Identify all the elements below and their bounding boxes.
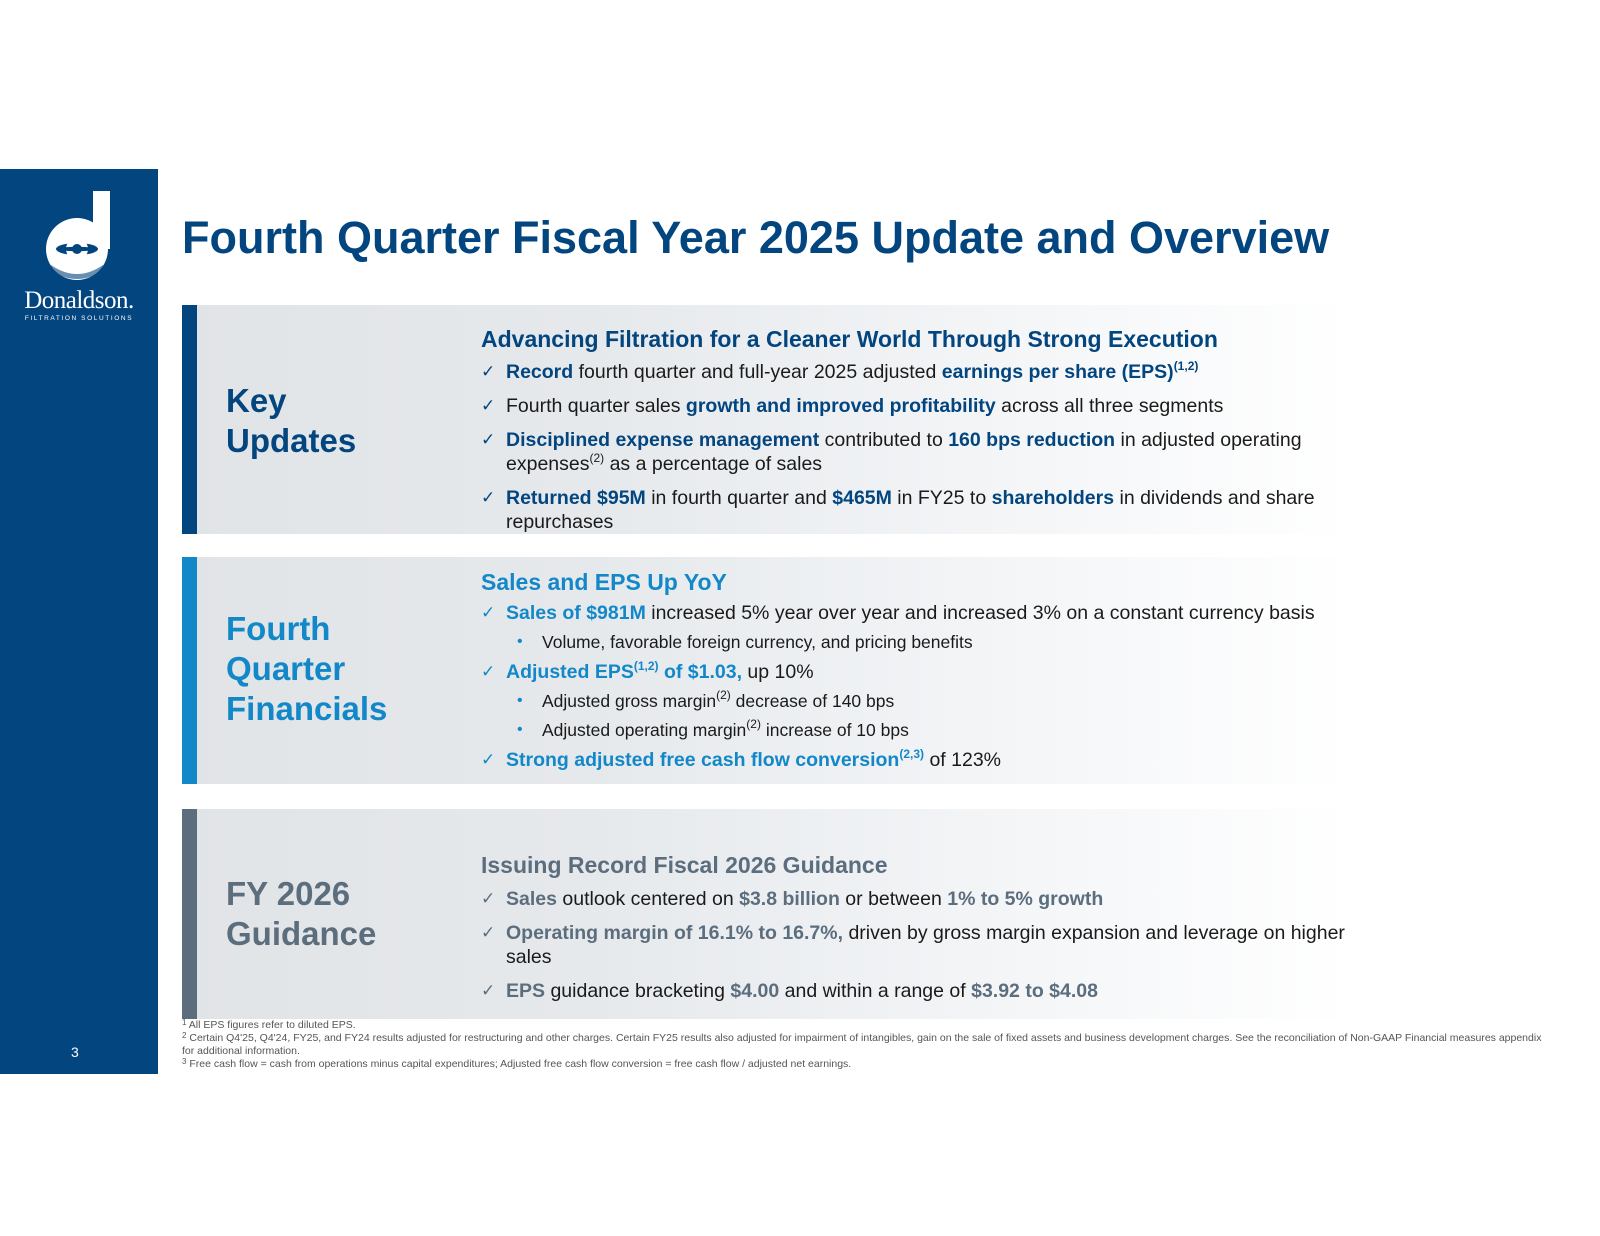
checkmark-icon: ✓ xyxy=(481,430,496,450)
checkmark-icon: ✓ xyxy=(481,603,496,623)
checkmark-icon: ✓ xyxy=(481,662,496,682)
panel-accent-bar xyxy=(182,557,197,784)
guidance-panel xyxy=(182,809,1352,1019)
panel-heading: Advancing Filtration for a Cleaner World Through Strong Execution xyxy=(481,326,1218,352)
checkmark-icon: ✓ xyxy=(481,488,496,508)
footnotes xyxy=(182,1019,1552,1071)
checkmark-icon: ✓ xyxy=(481,923,496,943)
panel-accent-bar xyxy=(182,305,197,534)
page-number: 3 xyxy=(71,1044,79,1060)
bullet-icon: • xyxy=(517,692,523,709)
panel-label: Fourth Quarter Financials xyxy=(226,610,388,727)
panel-heading: Issuing Record Fiscal 2026 Guidance xyxy=(481,852,888,878)
list-item: ✓ Operating margin of 16.1% to 16.7%, driven by gross margin expansion and leverage on higher sales xyxy=(481,922,1345,968)
list-item: ✓ Sales of $981M increased 5% year over year and increased 3% on a constant currency basis xyxy=(481,602,1315,624)
sub-list-item: • Adjusted gross margin$^{(2)}$ decrease of 140 bps xyxy=(517,688,895,711)
bullet-icon: • xyxy=(517,721,523,738)
q4-financials-panel xyxy=(182,557,1352,784)
checkmark-icon: ✓ xyxy=(481,981,496,1001)
list-item: ✓ Record fourth quarter and full-year 2025 adjusted earnings per share (EPS)$^{(1,2)}$ xyxy=(481,359,1199,383)
panel-content xyxy=(481,851,1352,1003)
sub-list-item: • Volume, favorable foreign currency, and pricing benefits xyxy=(517,632,973,652)
panel-content xyxy=(481,568,1352,772)
checkmark-icon: ✓ xyxy=(481,396,496,416)
list-item: ✓ Strong adjusted free cash flow conversion$^{(2,3)}$ of 123% xyxy=(481,747,1002,771)
sub-list-item: • Adjusted operating margin$^{(2)}$ increase of 10 bps xyxy=(517,717,909,740)
list-item: ✓ Sales outlook centered on $3.8 billion or between 1% to 5% growth xyxy=(481,888,1104,910)
list-item: ✓ EPS guidance bracketing $4.00 and within a range of $3.92 to $4.08 xyxy=(481,980,1098,1002)
footnote: $^2$ Certain Q4'25, Q4'24, FY25, and FY24 results adjusted for restructuring and other charges. Certain FY25 results also adjusted for impairment of intangibles, gain on the sale of fixed assets and business development charges. See the reconciliation of Non-GAAP Financial measures appendix for additional information. xyxy=(182,1031,1542,1057)
panel-heading: Sales and EPS Up YoY xyxy=(481,569,727,595)
panel-label: FY 2026 Guidance xyxy=(226,875,377,952)
list-item: ✓ Returned $95M in fourth quarter and $465M in FY25 to shareholders in dividends and share repurchases xyxy=(481,487,1315,533)
checkmark-icon: ✓ xyxy=(481,362,496,382)
checkmark-icon: ✓ xyxy=(481,889,496,909)
list-item: ✓ Adjusted EPS$^{(1,2)}$ of $1.03, up 10% xyxy=(481,659,814,683)
brand-sidebar xyxy=(0,169,158,1074)
logo-tagline: FILTRATION SOLUTIONS xyxy=(24,315,134,322)
donaldson-logo xyxy=(18,191,140,322)
panel-content xyxy=(481,325,1352,534)
key-updates-panel xyxy=(182,305,1352,534)
donaldson-logo-icon xyxy=(39,191,119,283)
checkmark-icon: ✓ xyxy=(481,750,496,770)
panel-accent-bar xyxy=(182,809,197,1019)
footnote: $^3$ Free cash flow = cash from operations minus capital expenditures; Adjusted free cash flow conversion = free cash flow / adjusted net earnings. xyxy=(182,1057,852,1070)
logo-wordmark: Donaldson. xyxy=(24,287,134,314)
footnote: $^1$ All EPS figures refer to diluted EPS. xyxy=(182,1018,356,1031)
list-item: ✓ Fourth quarter sales growth and improved profitability across all three segments xyxy=(481,395,1224,417)
page-title: Fourth Quarter Fiscal Year 2025 Update and Overview xyxy=(182,212,1330,263)
list-item: ✓ Disciplined expense management contributed to 160 bps reduction in adjusted operating expenses$^{(2)}$ as a percentage of sales xyxy=(481,429,1302,475)
bullet-icon: • xyxy=(517,633,523,650)
panel-label: Key Updates xyxy=(226,382,357,459)
